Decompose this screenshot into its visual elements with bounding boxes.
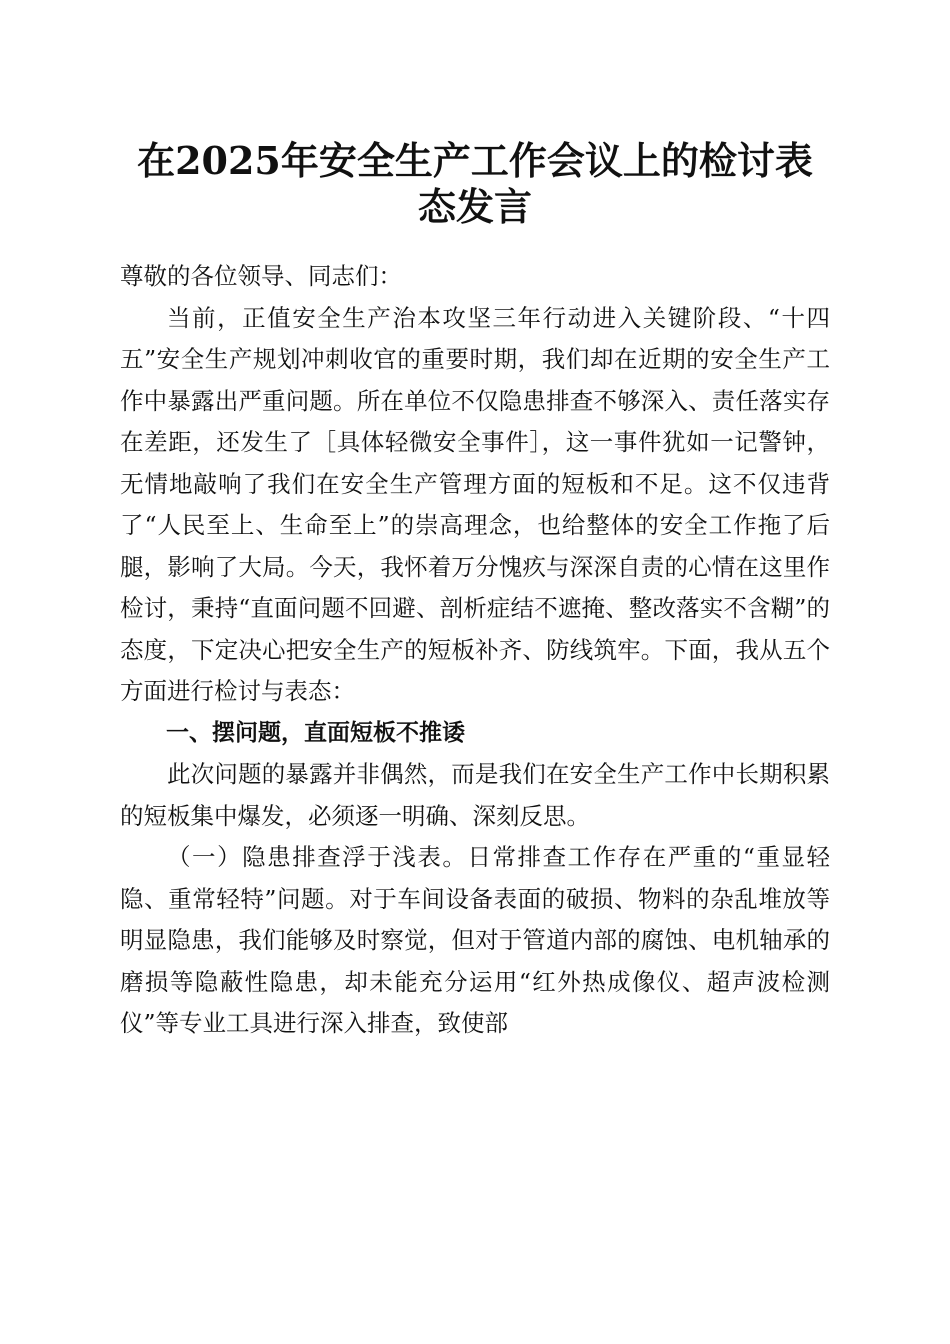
document-title: 在2025年安全生产工作会议上的检讨表态发言: [137, 138, 813, 229]
section-heading-1: 一、摆问题，直面短板不推诿: [166, 719, 465, 746]
salutation: 尊敬的各位领导、同志们：: [120, 262, 402, 290]
paragraph-item-1: （一）隐患排查浮于浅表。日常排查工作存在严重的“重显轻隐、重常轻特”问题。对于车间设备表面的破损、物料的杂乱堆放等明显隐患，我们能够及时察觉，但对于管道内部的腐蚀、电机轴承的磨损等隐蔽性隐患，却未能充分运用“红外热成像仪、超声波检测仪”等专业工具进行深入排查，致使部: [120, 843, 830, 1037]
paragraph-intro: 当前，正值安全生产治本攻坚三年行动进入关键阶段、“十四五”安全生产规划冲刺收官的重要时期，我们却在近期的安全生产工作中暴露出严重问题。所在单位不仅隐患排查不够深入、责任落实存在差距，还发生了［具体轻微安全事件］，这一事件犹如一记警钟，无情地敲响了我们在安全生产管理方面的短板和不足。这不仅违背了“人民至上、生命至上”的崇高理念，也给整体的安全工作拖了后腿，影响了大局。今天，我怀着万分愧疚与深深自责的心情在这里作检讨，秉持“直面问题不回避、剖析症结不遮掩、整改落实不含糊”的态度，下定决心把安全生产的短板补齐、防线筑牢。下面，我从五个方面进行检讨与表态：: [120, 303, 830, 705]
document-body: [120, 256, 830, 1045]
paragraph-section-1-intro: 此次问题的暴露并非偶然，而是我们在安全生产工作中长期积累的短板集中爆发，必须逐一明确、深刻反思。: [120, 760, 830, 830]
